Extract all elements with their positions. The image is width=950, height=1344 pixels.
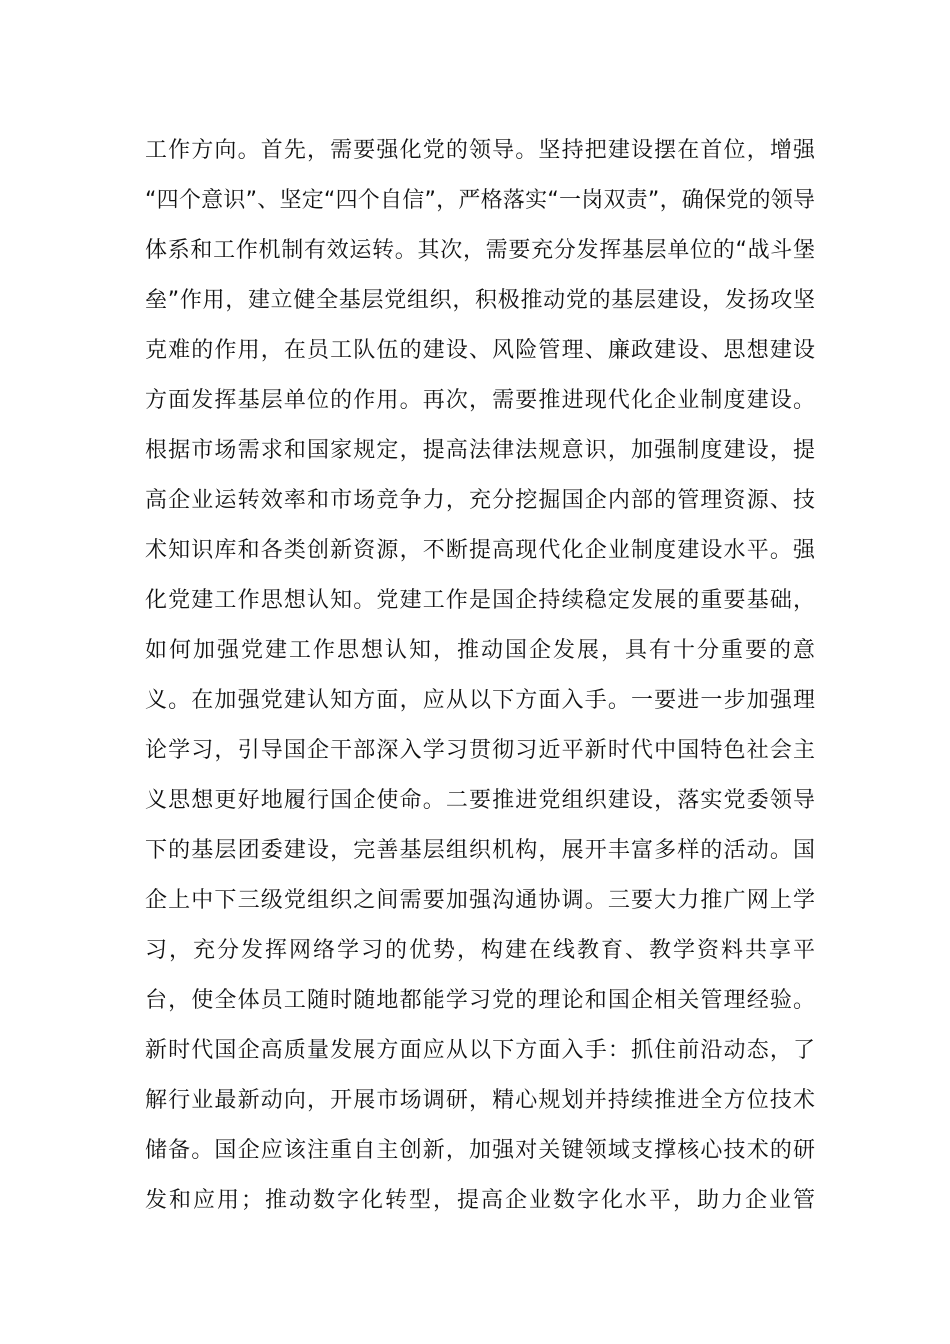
text-line: 克难的作用，在员工队伍的建设、风险管理、廉政建设、思想建设: [145, 338, 815, 363]
text-line: 垒”作用，建立健全基层党组织，积极推动党的基层建设，发扬攻坚: [145, 288, 815, 313]
text-line: 化党建工作思想认知。党建工作是国企持续稳定发展的重要基础，: [145, 588, 815, 613]
body-text: [145, 126, 815, 1226]
text-line: 体系和工作机制有效运转。其次，需要充分发挥基层单位的“战斗堡: [145, 238, 815, 263]
text-line: 新时代国企高质量发展方面应从以下方面入手：抓住前沿动态，了: [145, 1038, 815, 1063]
text-line: 义思想更好地履行国企使命。二要推进党组织建设，落实党委领导: [145, 788, 815, 813]
text-line: 术知识库和各类创新资源，不断提高现代化企业制度建设水平。强: [145, 538, 815, 563]
text-line: 企上中下三级党组织之间需要加强沟通协调。三要大力推广网上学: [145, 888, 815, 913]
text-line: 储备。国企应该注重自主创新，加强对关键领域支撑核心技术的研: [145, 1138, 815, 1163]
text-line: 下的基层团委建设，完善基层组织机构，展开丰富多样的活动。国: [145, 838, 815, 863]
text-line: 台，使全体员工随时随地都能学习党的理论和国企相关管理经验。: [145, 988, 815, 1013]
text-line: 如何加强党建工作思想认知，推动国企发展，具有十分重要的意: [145, 638, 815, 663]
text-line: 发和应用；推动数字化转型，提高企业数字化水平，助力企业管: [145, 1188, 815, 1213]
text-line: 习，充分发挥网络学习的优势，构建在线教育、教学资料共享平: [145, 938, 815, 963]
text-line: 工作方向。首先，需要强化党的领导。坚持把建设摆在首位，增强: [145, 138, 815, 163]
text-line: 高企业运转效率和市场竞争力，充分挖掘国企内部的管理资源、技: [145, 488, 815, 513]
text-line: “四个意识”、坚定“四个自信”，严格落实“一岗双责”，确保党的领导: [145, 188, 815, 213]
text-line: 论学习，引导国企干部深入学习贯彻习近平新时代中国特色社会主: [145, 738, 815, 763]
text-line: 义。在加强党建认知方面，应从以下方面入手。一要进一步加强理: [145, 688, 815, 713]
text-line: 解行业最新动向，开展市场调研，精心规划并持续推进全方位技术: [145, 1088, 815, 1113]
text-line: 方面发挥基层单位的作用。再次，需要推进现代化企业制度建设。: [145, 388, 815, 413]
text-line: 根据市场需求和国家规定，提高法律法规意识，加强制度建设，提: [145, 438, 815, 463]
